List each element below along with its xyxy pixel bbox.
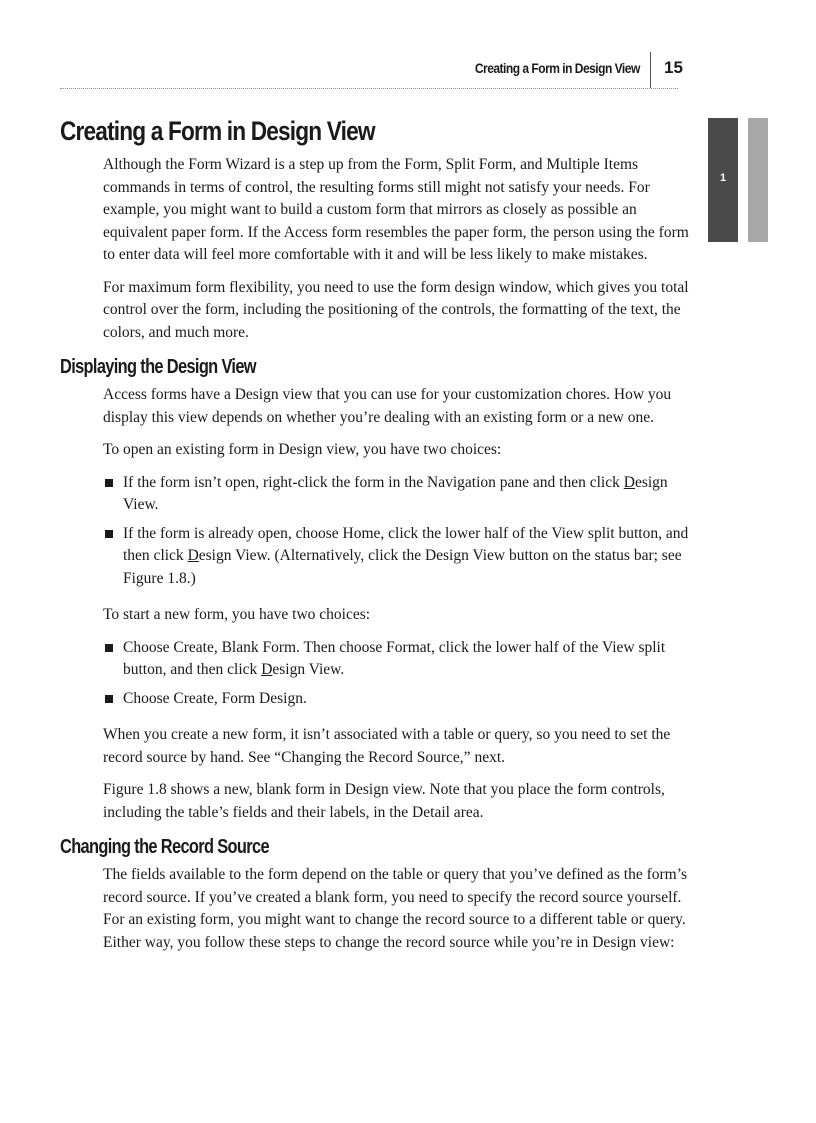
page-content — [60, 114, 700, 964]
flexibility-paragraph: For maximum form flexibility, you need to use the form design window, which gives you total control over the form, including the positioning of the controls, the formatting of the text, the colors, and much more. — [103, 278, 689, 341]
displaying-intro: Access forms have a Design view that you can use for your customization chores. How you display this view depends on whether you’re dealing with an existing form or a new one. — [103, 386, 672, 426]
figure-note: Figure 1.8 shows a new, blank form in Design view. Note that you place the form controls, including the table’s fields and their labels, in the Detail area. — [103, 781, 665, 821]
new-form-list — [60, 637, 693, 711]
list-item: Choose Create, Form Design. — [103, 688, 693, 711]
header-divider — [650, 52, 651, 88]
new-form-intro: To start a new form, you have two choices: — [103, 606, 371, 623]
list-item: If the form isn’t open, right-click the form in the Navigation pane and then click Design View. — [103, 472, 693, 517]
running-header — [60, 58, 678, 89]
square-bullet-icon — [105, 479, 113, 487]
record-source-note: When you create a new form, it isn’t associated with a table or query, so you need to set the record source by hand. See “Changing the Record Source,” next. — [103, 726, 671, 766]
square-bullet-icon — [105, 695, 113, 703]
page-number: 15 — [664, 58, 683, 77]
existing-form-intro: To open an existing form in Design view, you have two choices: — [103, 441, 502, 458]
section-title: Creating a Form in Design View — [60, 116, 375, 146]
list-item: If the form is already open, choose Home, click the lower half of the View split button, and then click Design View. (Alternatively, click the Design View button on the status bar; see Figure 1.8.) — [103, 523, 693, 591]
square-bullet-icon — [105, 644, 113, 652]
changing-heading: Changing the Record Source — [60, 836, 269, 858]
chapter-number: 1 — [719, 172, 727, 184]
chapter-tab — [708, 118, 768, 242]
list-item: Choose Create, Blank Form. Then choose Format, click the lower half of the View split button, and then click Design View. — [103, 637, 693, 682]
displaying-heading: Displaying the Design View — [60, 356, 256, 378]
existing-form-list — [60, 472, 693, 591]
changing-paragraph: The fields available to the form depend on the table or query that you’ve defined as the form’s record source. If you’ve created a blank form, you need to specify the record source yourself. For an existing form, you might want to change the record source to a different table or query. Either way, you follow these steps to change the record source while you’re in Design view: — [103, 866, 688, 951]
intro-paragraph: Although the Form Wizard is a step up from the Form, Split Form, and Multiple Items commands in terms of control, the resulting forms still might not satisfy your needs. For example, you might want to build a custom form that mirrors as closely as possible an equivalent paper form. If the Access form resembles the paper form, the person using the form to enter data will feel more comfortable with it and will be less likely to make mistakes. — [103, 156, 689, 263]
running-title: Creating a Form in Design View — [475, 60, 640, 76]
square-bullet-icon — [105, 530, 113, 538]
chapter-tab-light-bar — [748, 118, 768, 242]
